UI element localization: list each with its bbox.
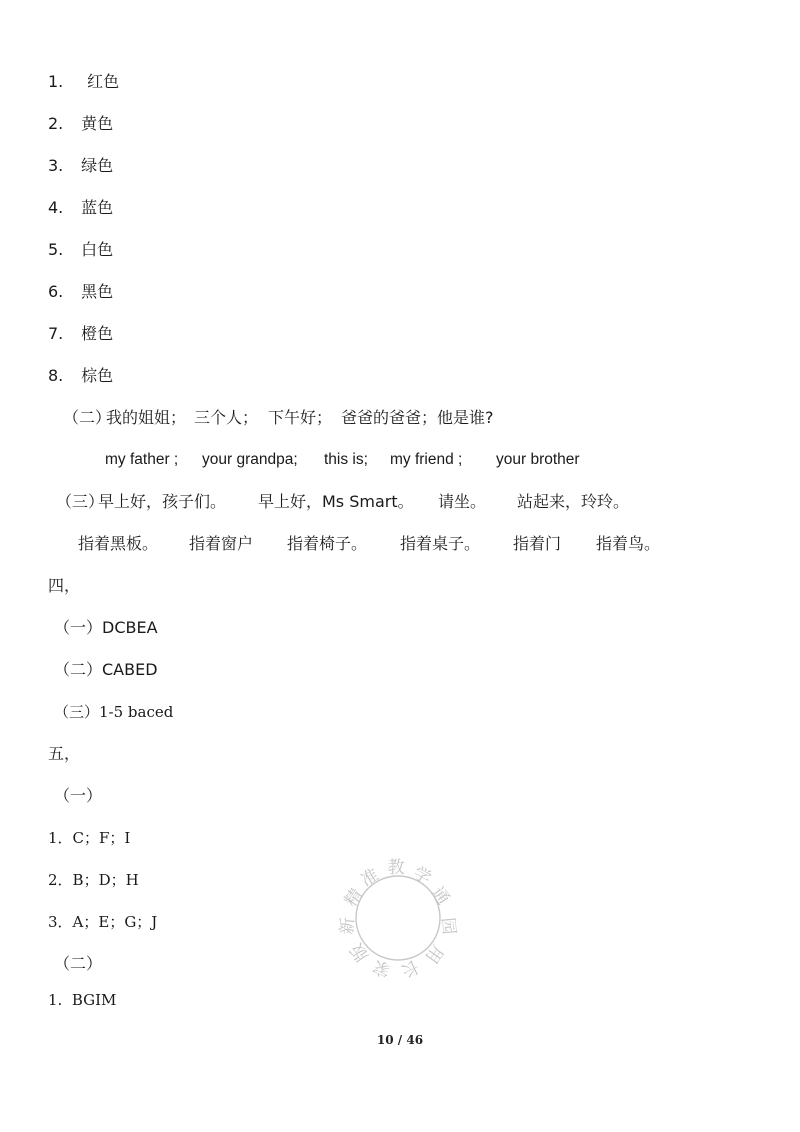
item-number: 5. bbox=[48, 240, 64, 259]
list-item bbox=[48, 282, 113, 302]
pointing-phrase: 指着门 bbox=[513, 534, 562, 553]
item-text: 绿色 bbox=[81, 156, 114, 175]
english-phrase: my father ; bbox=[105, 451, 179, 468]
pointing-phrase: 指着窗户 bbox=[189, 534, 254, 553]
item-number: 6. bbox=[48, 282, 64, 301]
svg-text:学: 学 bbox=[409, 863, 435, 889]
item-number: 4. bbox=[48, 198, 64, 217]
svg-text:教: 教 bbox=[387, 858, 405, 878]
item-text: 红色 bbox=[87, 72, 120, 91]
answer-line: 2．B；D；H bbox=[48, 871, 139, 889]
english-phrase: your grandpa; bbox=[202, 451, 298, 468]
item-text: 黑色 bbox=[81, 282, 114, 301]
phrase: 三个人； bbox=[194, 408, 259, 427]
answer-line: （二）CABED bbox=[54, 660, 158, 679]
sub-heading: （二） bbox=[54, 954, 103, 973]
list-item bbox=[48, 240, 113, 260]
answer-line: 3．A；E；G；J bbox=[48, 913, 158, 931]
sub-heading: （一） bbox=[54, 786, 103, 805]
item-text: 棕色 bbox=[81, 366, 114, 385]
item-number: 3. bbox=[48, 156, 64, 175]
list-item bbox=[48, 156, 113, 176]
part-heading: 五， bbox=[48, 744, 81, 763]
section-label: （三） bbox=[56, 492, 105, 511]
list-item bbox=[48, 366, 113, 386]
phrase: 站起来，玲玲。 bbox=[517, 492, 630, 511]
phrase: 早上好，Ms Smart。 bbox=[258, 492, 414, 511]
svg-text:通: 通 bbox=[426, 883, 454, 909]
item-number: 1. bbox=[48, 72, 64, 91]
svg-text:新: 新 bbox=[337, 916, 359, 936]
svg-text:精: 精 bbox=[340, 885, 368, 911]
answer-line: （三）1-5 baced bbox=[54, 703, 174, 721]
item-number: 2. bbox=[48, 114, 64, 133]
english-phrase: this is; bbox=[324, 451, 368, 468]
list-item bbox=[48, 72, 119, 92]
item-text: 白色 bbox=[81, 240, 114, 259]
item-text: 蓝色 bbox=[81, 198, 114, 217]
svg-text:用: 用 bbox=[420, 941, 448, 967]
svg-text:版: 版 bbox=[346, 939, 374, 965]
svg-text:家: 家 bbox=[370, 955, 394, 981]
section-label: （二） bbox=[63, 408, 112, 427]
list-item bbox=[48, 198, 113, 218]
phrase: 我的姐姐； bbox=[106, 408, 187, 427]
svg-text:长: 长 bbox=[398, 955, 422, 981]
page-number: 10 / 46 bbox=[376, 1033, 424, 1047]
svg-text:准: 准 bbox=[357, 865, 383, 891]
item-number: 7. bbox=[48, 324, 64, 343]
item-text: 黄色 bbox=[81, 114, 114, 133]
item-number: 8. bbox=[48, 366, 64, 385]
watermark-stamp bbox=[330, 850, 466, 986]
answer-line: 1. BGIM bbox=[48, 991, 117, 1009]
list-item bbox=[48, 114, 113, 134]
phrase: 请坐。 bbox=[438, 492, 487, 511]
answer-line: （一）DCBEA bbox=[54, 618, 158, 637]
answer-line: 1．C；F；I bbox=[48, 829, 131, 847]
phrase: 下午好； bbox=[268, 408, 333, 427]
list-item bbox=[48, 324, 113, 344]
pointing-phrase: 指着桌子。 bbox=[400, 534, 481, 553]
svg-text:园: 园 bbox=[437, 916, 459, 936]
phrase: 爸爸的爸爸；他是谁? bbox=[341, 408, 494, 427]
english-phrase: your brother bbox=[496, 451, 580, 468]
part-heading: 四， bbox=[48, 576, 81, 595]
item-text: 橙色 bbox=[81, 324, 114, 343]
pointing-phrase: 指着鸟。 bbox=[596, 534, 661, 553]
pointing-phrase: 指着椅子。 bbox=[287, 534, 368, 553]
pointing-phrase: 指着黑板。 bbox=[78, 534, 159, 553]
phrase: 早上好，孩子们。 bbox=[98, 492, 227, 511]
english-phrase: my friend ; bbox=[390, 451, 463, 468]
